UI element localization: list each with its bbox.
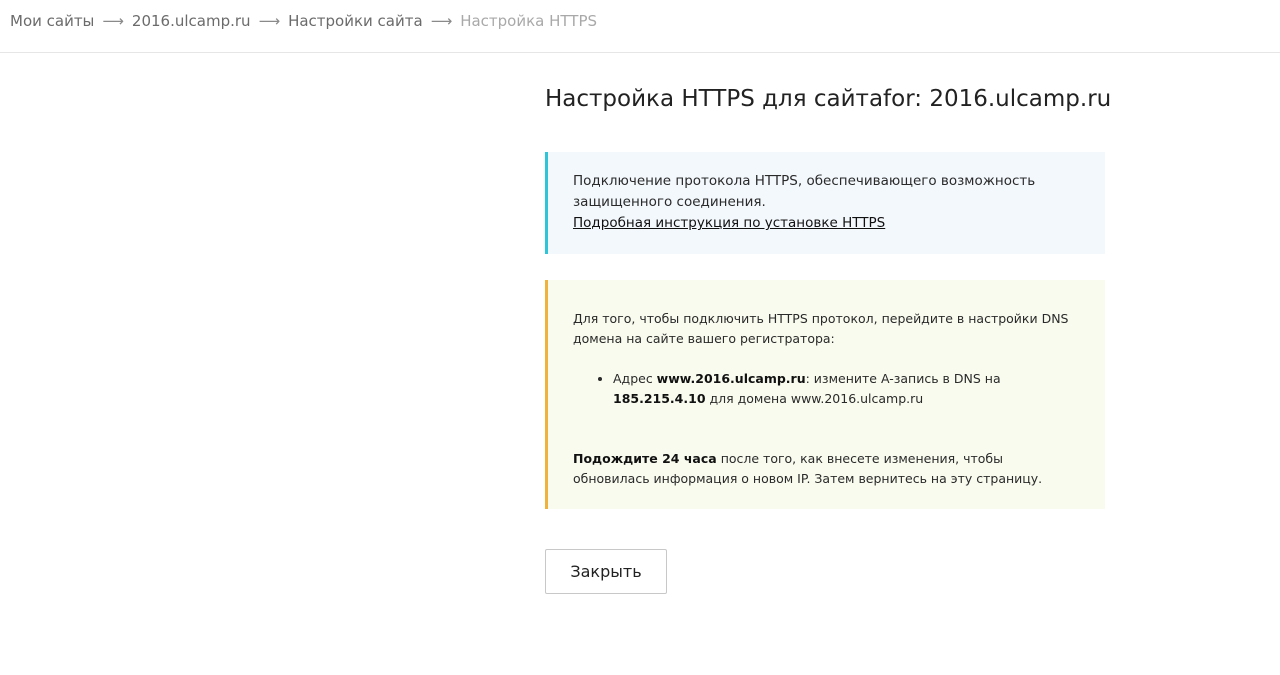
wait-note bbox=[573, 449, 1081, 489]
page-title: Настройка HTTPS для сайтаfor: 2016.ulcamp.ru bbox=[545, 86, 1112, 112]
list-item bbox=[613, 369, 1081, 409]
breadcrumb-site[interactable]: 2016.ulcamp.ru bbox=[131, 12, 251, 30]
item-suffix: для домена www.2016.ulcamp.ru bbox=[705, 391, 924, 406]
breadcrumb-my-sites[interactable]: Мои сайты bbox=[10, 12, 95, 30]
dns-warning-notice bbox=[545, 280, 1105, 509]
info-text: Подключение протокола HTTPS, обеспечивающего возможность защищенного соединения. bbox=[573, 173, 1036, 210]
item-prefix: Адрес bbox=[613, 371, 657, 386]
wait-bold: Подождите 24 часа bbox=[573, 451, 717, 466]
dns-instructions-list bbox=[613, 369, 1081, 409]
main-content bbox=[545, 84, 1112, 594]
close-button[interactable]: Закрыть bbox=[545, 549, 667, 594]
breadcrumb-site-settings[interactable]: Настройки сайта bbox=[288, 12, 423, 30]
item-domain: www.2016.ulcamp.ru bbox=[656, 371, 806, 386]
item-ip: 185.215.4.10 bbox=[613, 391, 706, 406]
info-notice bbox=[545, 152, 1105, 254]
wait-text: после того, как внесете изменения, чтобы обновилась информация о новом IP. Затем вернитесь на эту страницу. bbox=[573, 451, 1043, 486]
arrow-right-icon: ⟶ bbox=[102, 12, 124, 30]
https-instructions-link[interactable]: Подробная инструкция по установке HTTPS bbox=[573, 215, 886, 231]
arrow-right-icon: ⟶ bbox=[430, 12, 453, 30]
breadcrumb-current: Настройка HTTPS bbox=[460, 12, 598, 30]
warning-intro: Для того, чтобы подключить HTTPS протокол, перейдите в настройки DNS домена на сайте вашего регистратора: bbox=[573, 311, 1069, 346]
arrow-right-icon: ⟶ bbox=[258, 12, 281, 30]
item-middle: : измените A-запись в DNS на bbox=[805, 371, 1001, 386]
breadcrumb bbox=[0, 0, 1280, 53]
